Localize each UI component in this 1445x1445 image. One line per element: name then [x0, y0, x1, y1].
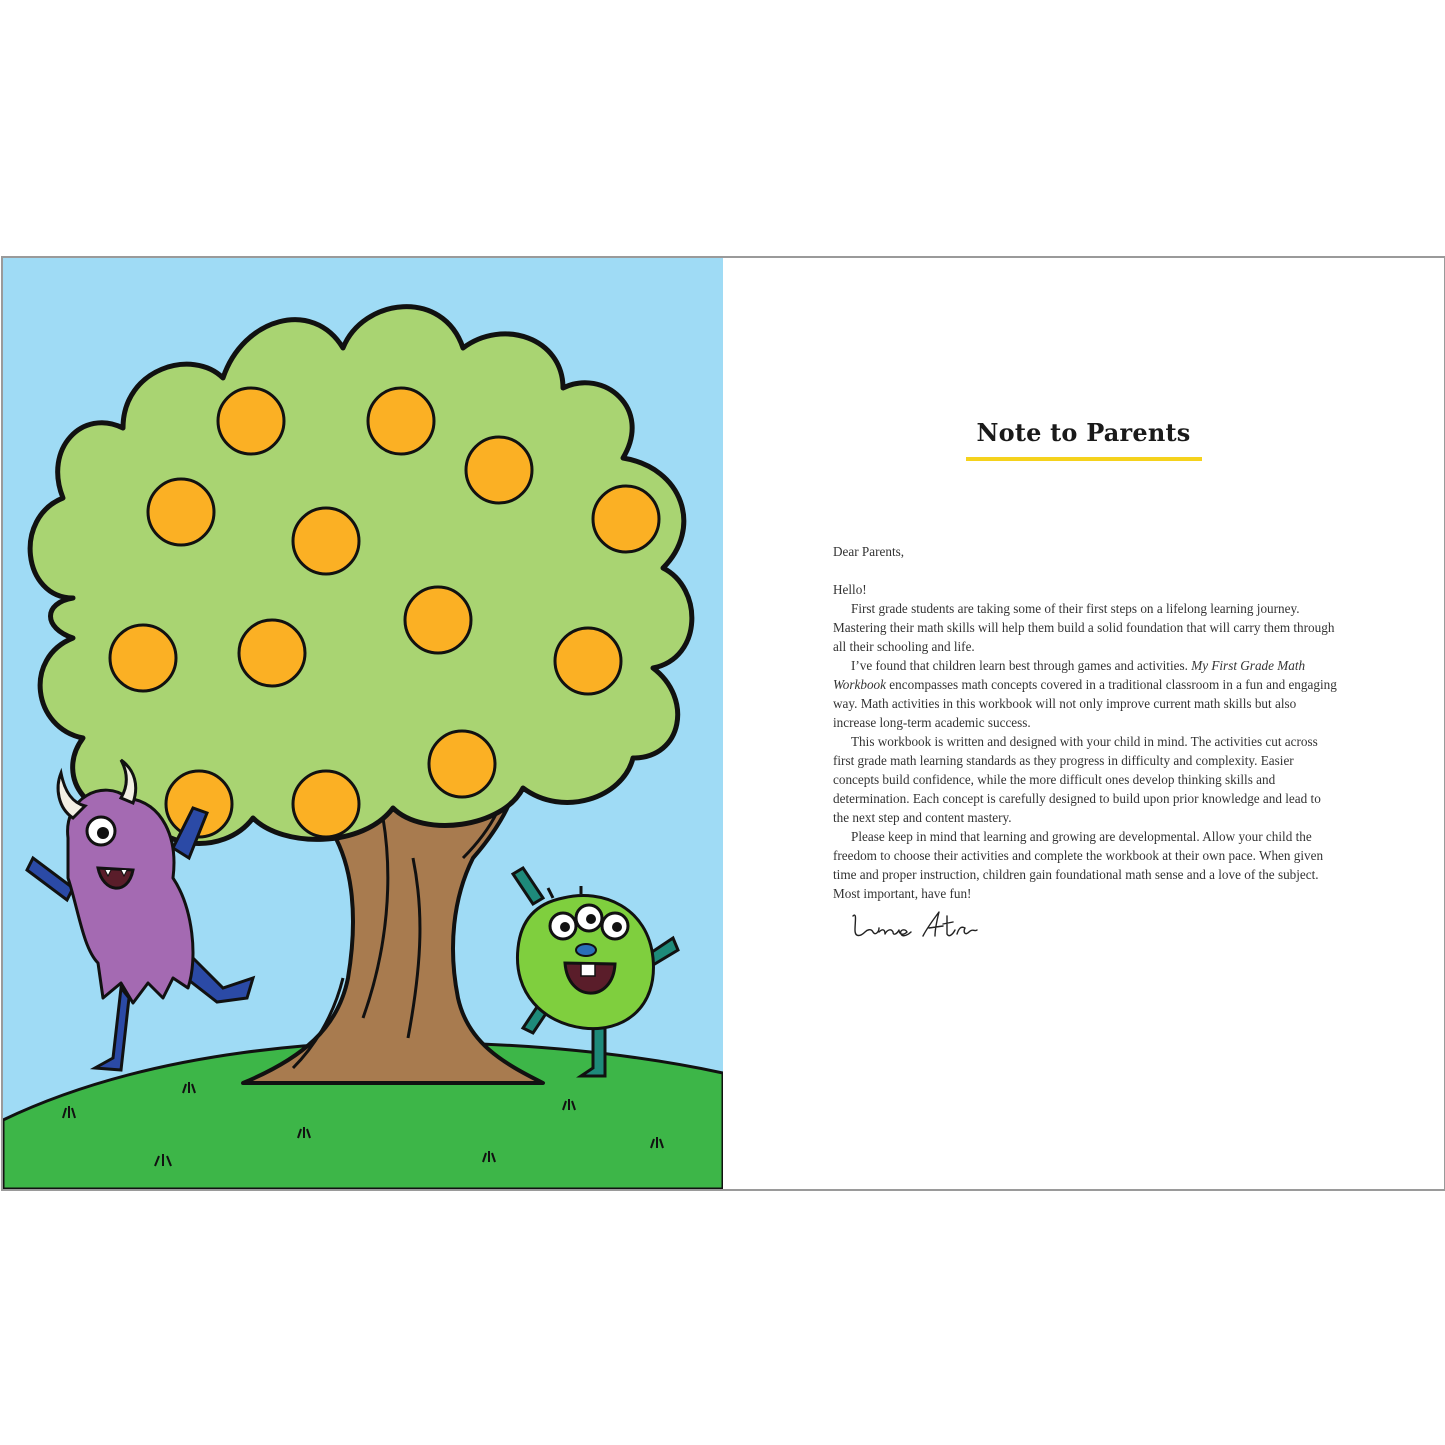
signature — [849, 910, 979, 948]
illustration-page — [3, 258, 723, 1189]
note-page — [723, 258, 1444, 1189]
book-title: My First Grade Math Workbook — [833, 658, 1306, 692]
orange-icon — [110, 625, 176, 691]
letter-body — [833, 542, 1338, 903]
paragraph: This workbook is written and designed with your child in mind. The activities cut across first grade math learning standards as they progress in difficulty and complexity. Easier concepts build confidence, while the more difficult ones develop thinking skills and determination. Each concept is carefully designed to build upon prior knowledge and lead to the next step and content mastery. — [833, 734, 1321, 825]
paragraph-text: I’ve found that children learn best through games and activities. — [851, 658, 1192, 673]
title-underline — [966, 457, 1202, 461]
orange-icon — [466, 437, 532, 503]
paragraph-text: encompasses math concepts covered in a traditional classroom in a fun and engaging way. Math activities in this workbook will not only improve current math skills but also increase long-term academic success. — [833, 677, 1337, 730]
orange-icon — [429, 731, 495, 797]
orange-icon — [555, 628, 621, 694]
orange-icon — [593, 486, 659, 552]
spacer — [833, 561, 1338, 580]
orange-icon — [239, 620, 305, 686]
page-title: Note to Parents — [976, 418, 1191, 447]
signature-icon — [849, 910, 979, 944]
book-spread — [1, 256, 1445, 1191]
orange-icon — [368, 388, 434, 454]
orange-icon — [148, 479, 214, 545]
greeting: Hello! — [833, 582, 867, 597]
salutation: Dear Parents, — [833, 544, 905, 559]
orange-icon — [293, 771, 359, 837]
orange-icon — [218, 388, 284, 454]
paragraph: Please keep in mind that learning and growing are developmental. Allow your child the freedom to choose their activities and complete the workbook at their own pace. When given time and proper instruction, children gain foundational math sense and a love of the subject. Most important, have fun! — [833, 829, 1324, 901]
paragraph — [833, 656, 1338, 732]
orange-icon — [405, 587, 471, 653]
orange-icon — [293, 508, 359, 574]
paragraph: First grade students are taking some of their first steps on a lifelong learning journey. Mastering their math skills will help them build a solid foundation that will carry them through all their schooling and life. — [833, 601, 1335, 654]
tree-illustration — [3, 258, 723, 1189]
